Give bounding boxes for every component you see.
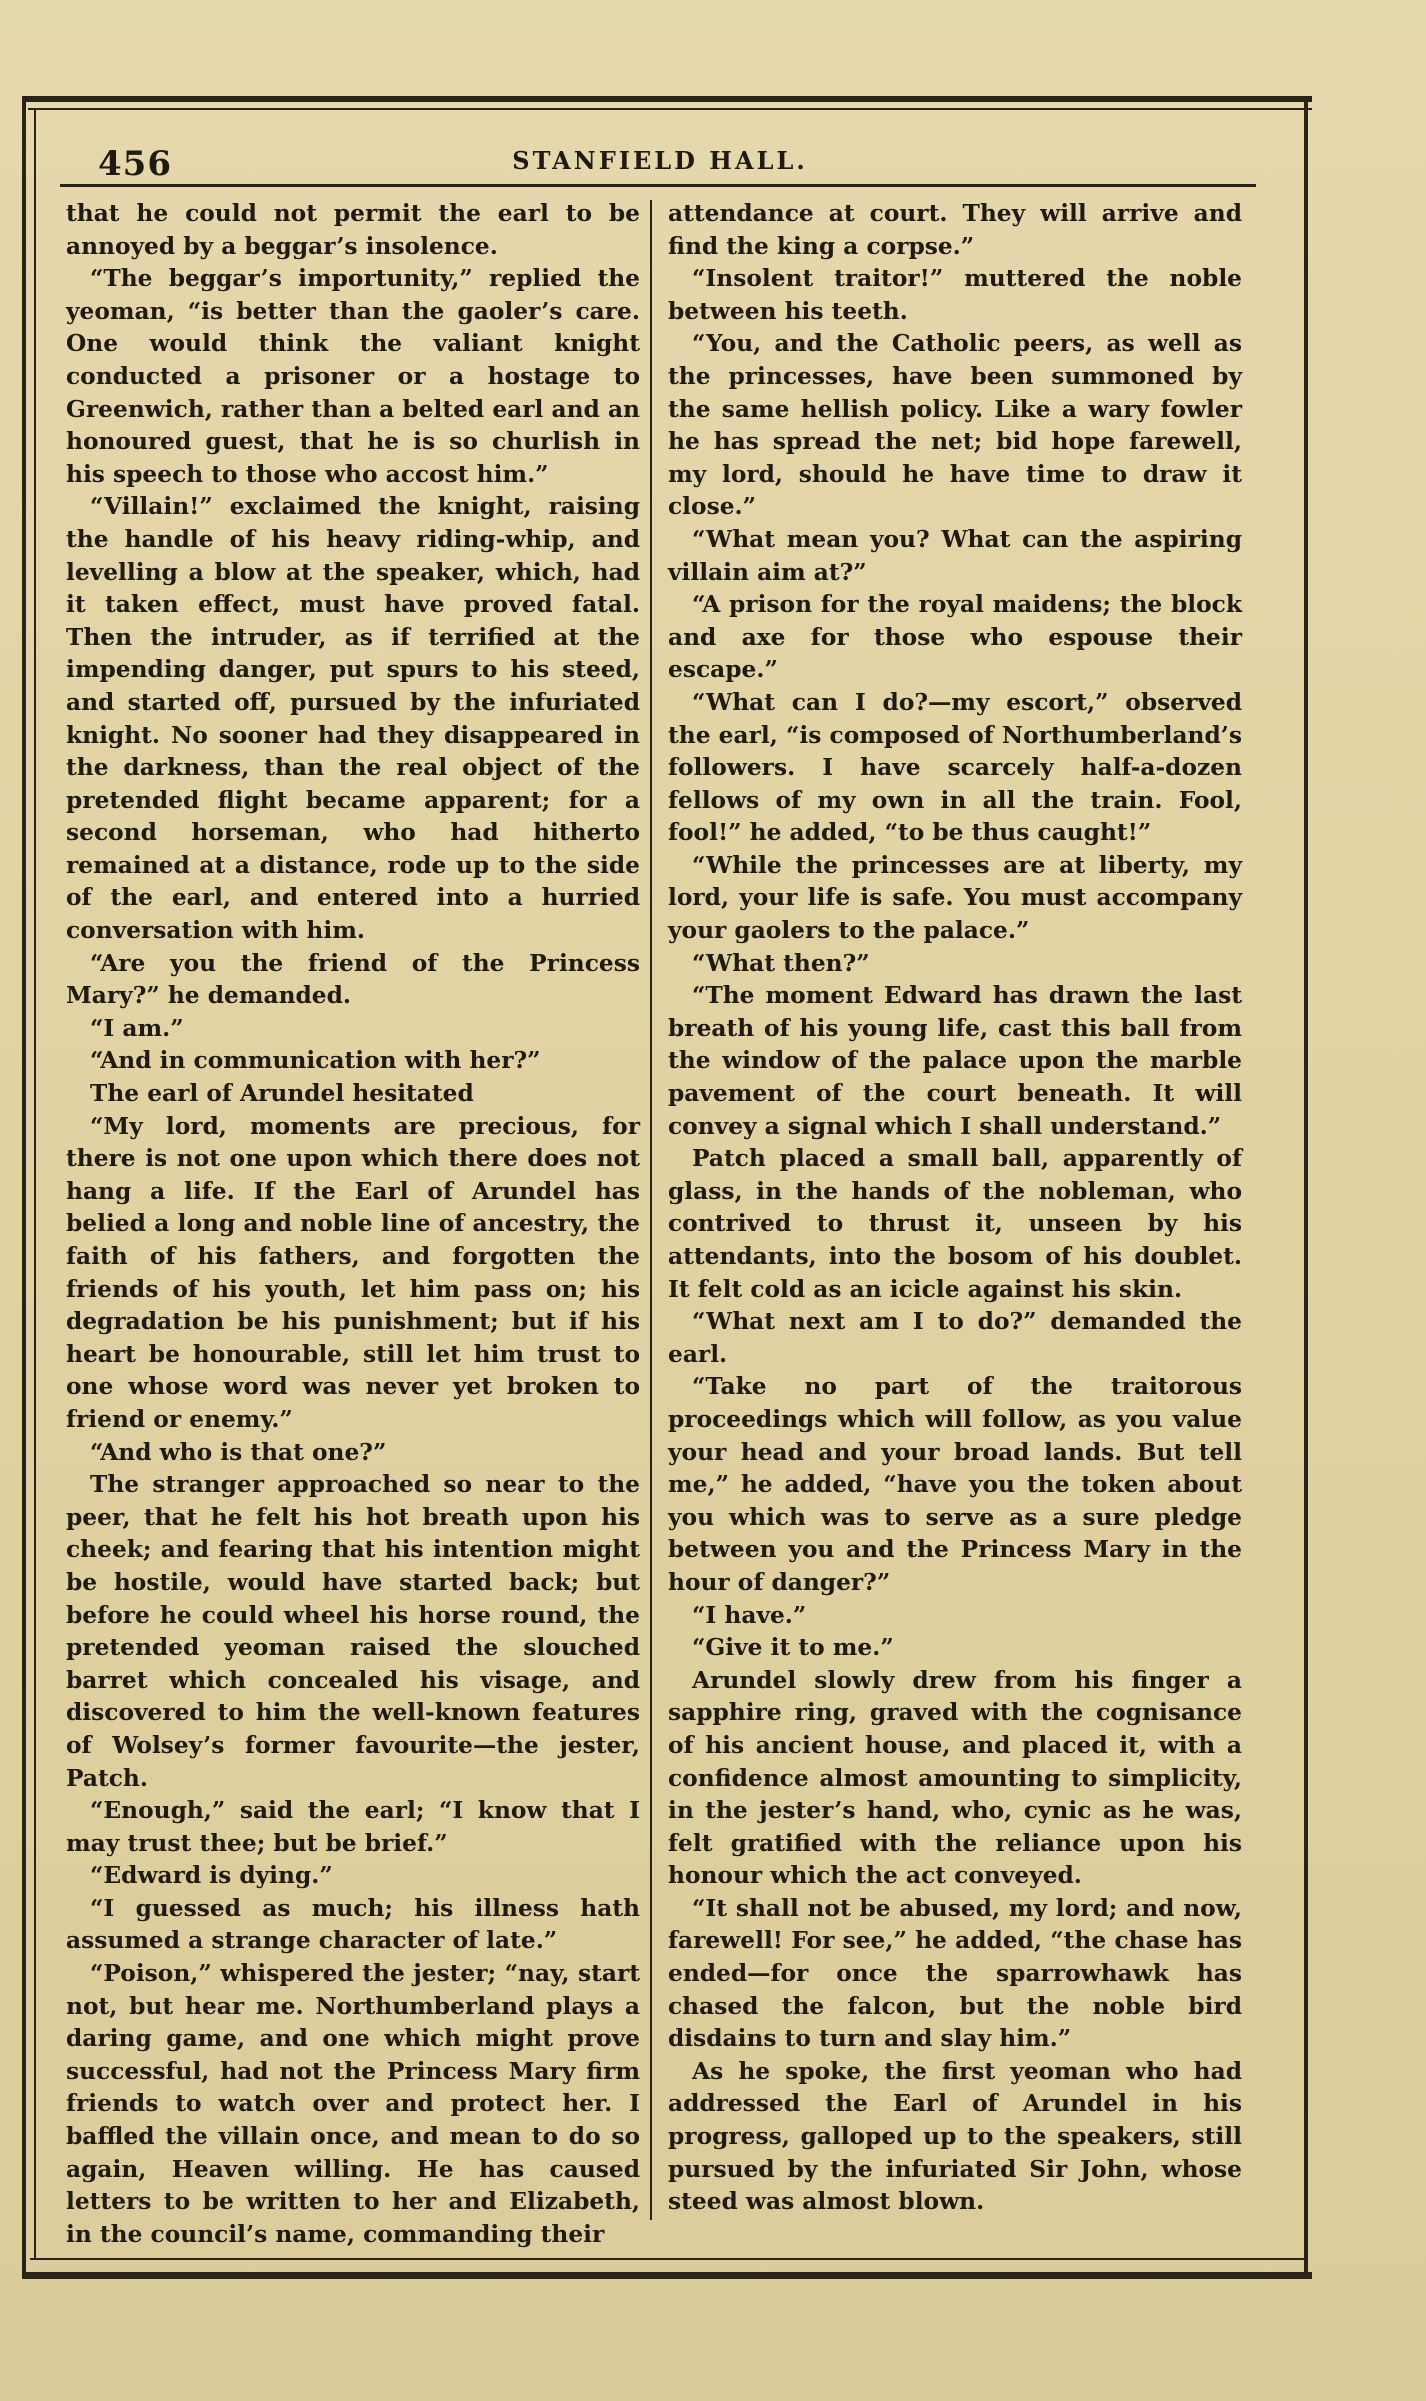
paragraph: “Take no part of the traitorous proceedings which will follow, as you value your head and your broad lands. But tell me,” he added, “have you the token about you which was to serve as a sure pledge between you and the Princess Mary in the hour of danger?”: [668, 1373, 1242, 1596]
frame-rule-bottom: [22, 2272, 1312, 2279]
page-number: 456: [98, 144, 172, 184]
running-title: STANFIELD HALL.: [512, 146, 808, 175]
paragraph: “And who is that one?”: [90, 1438, 387, 1466]
paragraph: attendance at court. They will arrive and find the king a corpse.”: [668, 200, 1242, 260]
paragraph: “The beggar’s importunity,” replied the yeoman, “is better than the gaoler’s care. One would think the valiant knight conducted a prisoner or a hostage to Greenwich, rather than a belted earl and an honoured guest, that he is so churlish in his speech to those who accost him.”: [66, 265, 640, 488]
paragraph: “I guessed as much; his illness hath assumed a strange character of late.”: [66, 1894, 640, 1955]
paragraph: “What then?”: [692, 949, 870, 977]
paragraph: “Villain!” exclaimed the knight, raising the handle of his heavy riding-whip, and levelling a blow at the speaker, which, had it taken effect, must have proved fatal. Then the intruder, as if terrified at the impending danger, put spurs to his steed, and started off, pursued by the infuriated knight. No sooner had they disappeared in the darkness, than the real object of the pretended flight became apparent; for a second horseman, who had hitherto remained at a distance, rode up to the side of the earl, and entered into a hurried conversation with him.: [66, 493, 640, 945]
paragraph: “The moment Edward has drawn the last breath of his young life, cast this ball from the window of the palace upon the marble pavement of the court beneath. It will convey a signal which I shall understand.”: [668, 982, 1242, 1140]
paragraph: Patch placed a small ball, apparently of glass, in the hands of the nobleman, who contrived to thrust it, unseen by his attendants, into the bosom of his doublet. It felt cold as an icicle against his skin.: [668, 1145, 1242, 1303]
frame-rule-right: [1304, 96, 1308, 2276]
paragraph: “I have.”: [692, 1601, 807, 1629]
page-header: [60, 138, 1260, 188]
frame-rule-top-inner: [28, 108, 1312, 110]
frame-rule-left: [22, 96, 26, 2276]
text-column-left: [66, 198, 640, 2248]
paragraph: that he could not permit the earl to be annoyed by a beggar’s insolence.: [66, 200, 640, 260]
column-divider: [650, 200, 652, 2220]
paragraph: “I am.”: [90, 1014, 184, 1042]
paragraph: “You, and the Catholic peers, as well as the princesses, have been summoned by the same hellish policy. Like a wary fowler he has spread the net; bid hope farewell, my lord, should he have time to draw it close.”: [668, 330, 1242, 521]
paragraph: “While the princesses are at liberty, my lord, your life is safe. You must accompany your gaolers to the palace.”: [668, 851, 1242, 945]
paragraph: “It shall not be abused, my lord; and now, farewell! For see,” he added, “the chase has ended—for once the sparrowhawk has chased the falcon, but the noble bird disdains to turn and slay him.”: [668, 1894, 1242, 2053]
text-column-right: [668, 198, 1242, 2238]
frame-rule-top: [22, 96, 1312, 102]
paragraph: “A prison for the royal maidens; the block and axe for those who espouse their escape.”: [668, 591, 1242, 684]
paragraph: “Poison,” whispered the jester; “nay, start not, but hear me. Northumberland plays a daring game, and one which might prove successful, had not the Princess Mary firm friends to watch over and protect her. I baffled the villain once, and mean to do so again, Heaven willing. He has caused letters to be written to her and Elizabeth, in the council’s name, commanding their: [66, 1960, 640, 2248]
paragraph: “What next am I to do?” demanded the earl.: [668, 1308, 1242, 1368]
frame-rule-left-inner: [34, 110, 36, 2260]
header-rule: [60, 184, 1256, 187]
paragraph: The stranger approached so near to the peer, that he felt his hot breath upon his cheek; and fearing that his intention might be hostile, would have started back; but before he could wheel his horse round, the pretended yeoman raised the slouched barret which concealed his visage, and discovered to him the well-known features of Wolsey’s former favourite—the jester, Patch.: [66, 1471, 640, 1792]
paragraph: “Insolent traitor!” muttered the noble between his teeth.: [668, 265, 1242, 325]
paragraph: “And in communication with her?”: [90, 1047, 541, 1075]
paragraph: “What mean you? What can the aspiring villain aim at?”: [668, 525, 1242, 586]
paragraph: As he spoke, the first yeoman who had addressed the Earl of Arundel in his progress, galloped up to the speakers, still pursued by the infuriated Sir John, whose steed was almost blown.: [668, 2057, 1242, 2216]
paragraph: “What can I do?—my escort,” observed the earl, “is composed of Northumberland’s followers. I have scarcely half-a-dozen fellows of my own in all the train. Fool, fool!” he added, “to be thus caught!”: [668, 688, 1242, 847]
paragraph: “My lord, moments are precious, for there is not one upon which there does not hang a life. If the Earl of Arundel has belied a long and noble line of ancestry, the faith of his fathers, and forgotten the friends of his youth, let him pass on; his degradation be his punishment; but if his heart be honourable, still let him trust to one whose word was never yet broken to friend or enemy.”: [66, 1112, 640, 1433]
paragraph: “Enough,” said the earl; “I know that I may trust thee; but be brief.”: [66, 1797, 640, 1857]
paragraph: “Are you the friend of the Princess Mary?” he demanded.: [66, 949, 640, 1010]
paragraph: “Edward is dying.”: [90, 1862, 333, 1890]
frame-rule-bottom-inner: [30, 2258, 1306, 2260]
paragraph: Arundel slowly drew from his finger a sapphire ring, graved with the cognisance of his ancient house, and placed it, with a confidence almost amounting to simplicity, in the jester’s hand, who, cynic as he was, felt gratified with the reliance upon his honour which the act conveyed.: [668, 1666, 1242, 1890]
paragraph: The earl of Arundel hesitated: [90, 1080, 474, 1108]
paragraph: “Give it to me.”: [692, 1634, 894, 1662]
